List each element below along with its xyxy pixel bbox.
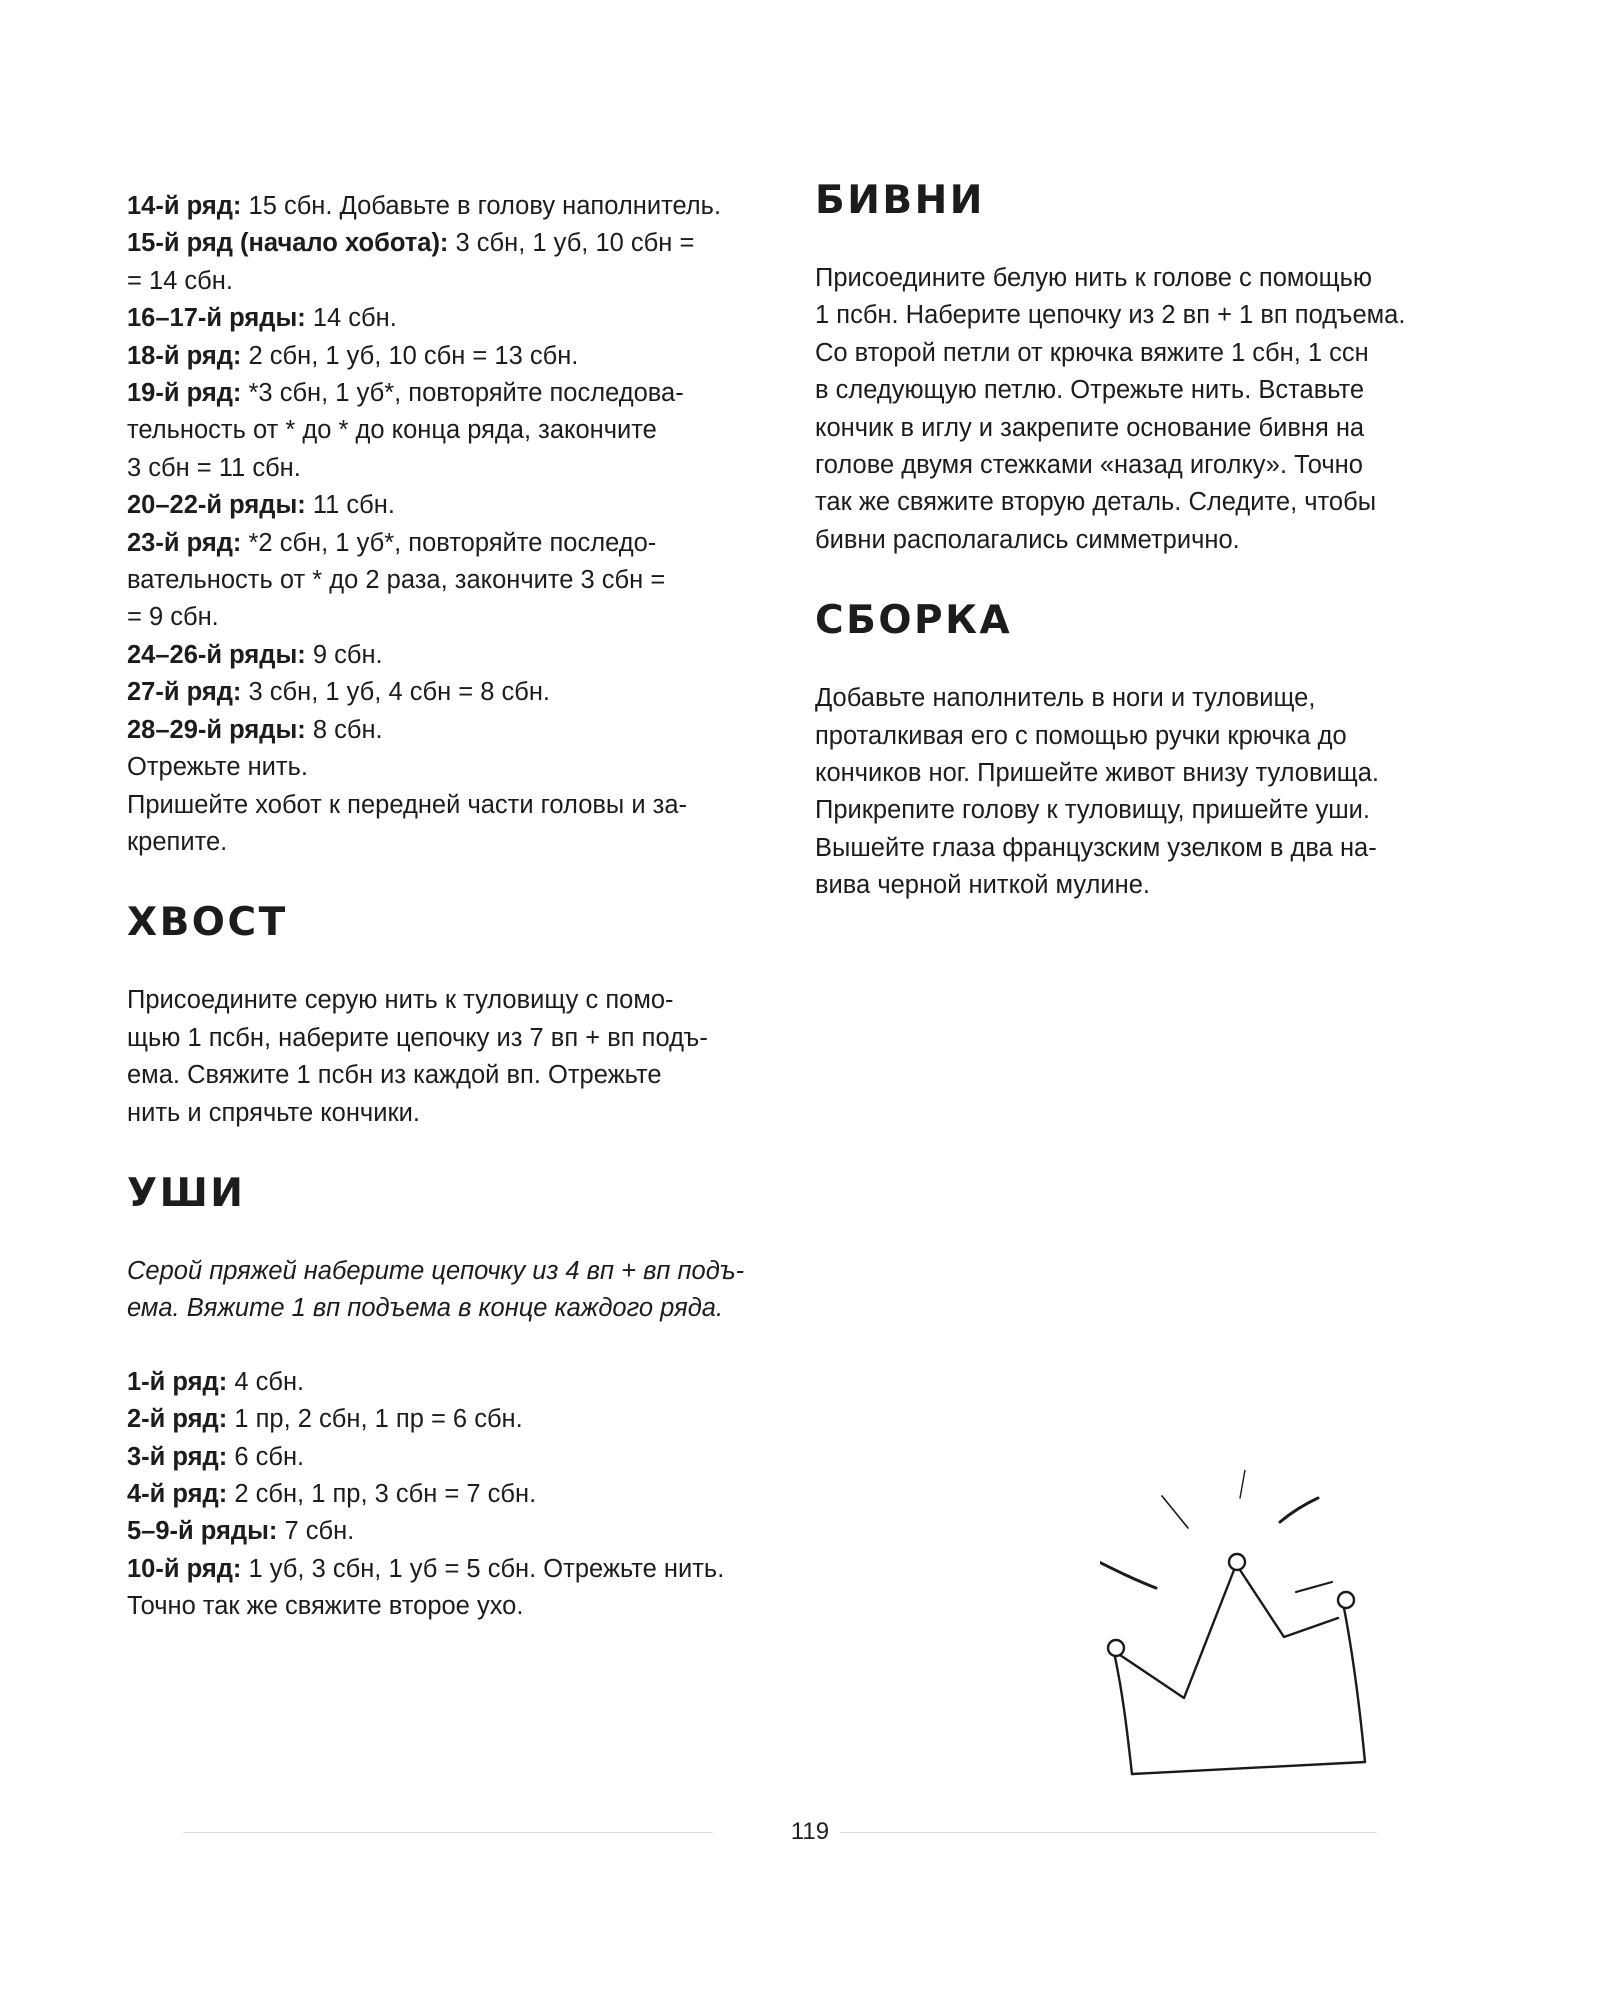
row-line <box>127 263 767 300</box>
row-label: 20–22-й ряды: <box>127 491 306 520</box>
row-line <box>127 1364 767 1401</box>
row-text: *2 сбн, 1 уб*, повторяйте последо- <box>241 528 657 557</box>
row-text: крепите. <box>127 827 228 856</box>
row-text: 6 сбн. <box>227 1442 305 1471</box>
row-label: 18-й ряд: <box>127 341 242 370</box>
row-text: 1 пр, 2 сбн, 1 пр = 6 сбн. <box>227 1405 523 1434</box>
row-text: вательность от * до 2 раза, закончите 3 сбн = <box>127 566 666 595</box>
row-text: 3 сбн, 1 уб, 4 сбн = 8 сбн. <box>241 678 551 707</box>
row-text: 2 сбн, 1 уб, 10 сбн = 13 сбн. <box>241 341 579 370</box>
row-line <box>127 338 767 375</box>
row-line <box>127 188 767 225</box>
footer-rule-right <box>840 1832 1377 1833</box>
text-line: Добавьте наполнитель в ноги и туловище, <box>815 684 1316 713</box>
row-line <box>127 1551 767 1588</box>
assembly-heading: СБОРКА <box>815 598 1013 644</box>
row-line <box>127 599 767 636</box>
ears-rows <box>127 1364 767 1626</box>
row-text: 7 сбн. <box>277 1517 355 1546</box>
row-line <box>127 749 767 786</box>
row-line <box>127 525 767 562</box>
row-text: *3 сбн, 1 уб*, повторяйте последова- <box>241 379 684 408</box>
row-text: 3 сбн, 1 уб, 10 сбн = <box>448 229 695 258</box>
row-line <box>127 787 767 824</box>
text-line: ема. Вяжите 1 вп подъема в конце каждого ряда. <box>127 1294 724 1323</box>
row-label: 3-й ряд: <box>127 1442 228 1471</box>
crown-icon <box>1100 1470 1460 1780</box>
row-label: 24–26-й ряды: <box>127 640 306 669</box>
row-line <box>127 1476 767 1513</box>
row-text: тельность от * до * до конца ряда, закончите <box>127 416 657 445</box>
tusks-paragraph <box>815 260 1455 559</box>
trunk-rows <box>127 188 767 861</box>
row-text: 9 сбн. <box>305 640 383 669</box>
row-text: Пришейте хобот к передней части головы и за- <box>127 790 688 819</box>
row-text: 4 сбн. <box>227 1367 305 1396</box>
row-line <box>127 375 767 412</box>
row-label: 4-й ряд: <box>127 1479 228 1508</box>
text-line: так же свяжите вторую деталь. Следите, чтобы <box>815 488 1377 517</box>
row-line <box>127 824 767 861</box>
assembly-paragraph <box>815 680 1455 904</box>
tail-heading: ХВОСТ <box>127 900 288 946</box>
tail-paragraph <box>127 982 767 1132</box>
row-label: 14-й ряд: <box>127 192 242 220</box>
row-line <box>127 1588 767 1625</box>
row-label: 19-й ряд: <box>127 379 242 408</box>
row-text: 3 сбн = 11 сбн. <box>127 453 301 482</box>
row-text: = 14 сбн. <box>127 266 233 295</box>
tusks-heading: БИВНИ <box>815 178 985 223</box>
text-line: голове двумя стежками «назад иголку». Точно <box>815 451 1363 480</box>
row-line <box>127 637 767 674</box>
row-label: 2-й ряд: <box>127 1405 228 1434</box>
row-text: 1 уб, 3 сбн, 1 уб = 5 сбн. Отрежьте нить. <box>241 1554 725 1583</box>
row-line <box>127 225 767 262</box>
left-column <box>127 188 767 1626</box>
row-text: Точно так же свяжите второе ухо. <box>127 1592 524 1621</box>
text-line: ема. Свяжите 1 псбн из каждой вп. Отрежьте <box>127 1061 662 1090</box>
row-label: 16–17-й ряды: <box>127 304 306 333</box>
text-line: бивни располагались симметрично. <box>815 525 1240 554</box>
row-line <box>127 450 767 487</box>
row-line <box>127 300 767 337</box>
row-line <box>127 1439 767 1476</box>
page-footer <box>0 1812 1620 1852</box>
right-column <box>815 178 1455 905</box>
row-label: 5–9-й ряды: <box>127 1517 278 1546</box>
row-text: Отрежьте нить. <box>127 753 308 782</box>
row-label: 23-й ряд: <box>127 528 242 557</box>
row-label: 1-й ряд: <box>127 1367 228 1396</box>
row-line <box>127 412 767 449</box>
text-line: 1 псбн. Наберите цепочку из 2 вп + 1 вп подъема. <box>815 301 1406 330</box>
row-line <box>127 1401 767 1438</box>
page-number: 119 <box>790 1818 830 1845</box>
row-line <box>127 562 767 599</box>
text-line: в следующую петлю. Отрежьте нить. Вставьте <box>815 376 1365 405</box>
row-line <box>127 487 767 524</box>
row-label: 10-й ряд: <box>127 1554 242 1583</box>
row-line <box>127 712 767 749</box>
ears-heading: УШИ <box>127 1170 246 1216</box>
text-line: нить и спрячьте кончики. <box>127 1098 420 1127</box>
row-label: 15-й ряд (начало хобота): <box>127 229 449 258</box>
row-text: 11 сбн. <box>305 491 395 520</box>
row-label: 27-й ряд: <box>127 678 242 707</box>
row-text: 15 сбн. Добавьте в голову наполнитель. <box>241 192 722 220</box>
text-line: проталкивая его с помощью ручки крючка до <box>815 721 1347 750</box>
ears-intro <box>127 1253 767 1328</box>
row-text: 8 сбн. <box>305 715 383 744</box>
text-line: Присоедините серую нить к туловищу с помо- <box>127 986 674 1015</box>
text-line: Вышейте глаза французским узелком в два на- <box>815 833 1377 862</box>
row-text: = 9 сбн. <box>127 603 219 632</box>
row-text: 2 сбн, 1 пр, 3 сбн = 7 сбн. <box>227 1479 537 1508</box>
text-line: кончик в иглу и закрепите основание бивня на <box>815 413 1365 442</box>
row-line <box>127 1513 767 1550</box>
text-line: Присоедините белую нить к голове с помощью <box>815 264 1372 292</box>
row-label: 28–29-й ряды: <box>127 715 306 744</box>
row-line <box>127 674 767 711</box>
footer-rule-left <box>183 1832 713 1833</box>
text-line: Серой пряжей наберите цепочку из 4 вп + вп подъ- <box>127 1256 745 1285</box>
row-text: 14 сбн. <box>305 304 397 333</box>
text-line: вива черной ниткой мулине. <box>815 871 1150 900</box>
text-line: Прикрепите голову к туловищу, пришейте уши. <box>815 796 1370 825</box>
text-line: кончиков ног. Пришейте живот внизу туловища. <box>815 759 1380 788</box>
text-line: Со второй петли от крючка вяжите 1 сбн, 1 ссн <box>815 338 1369 367</box>
text-line: щью 1 псбн, наберите цепочку из 7 вп + вп подъ- <box>127 1023 708 1052</box>
